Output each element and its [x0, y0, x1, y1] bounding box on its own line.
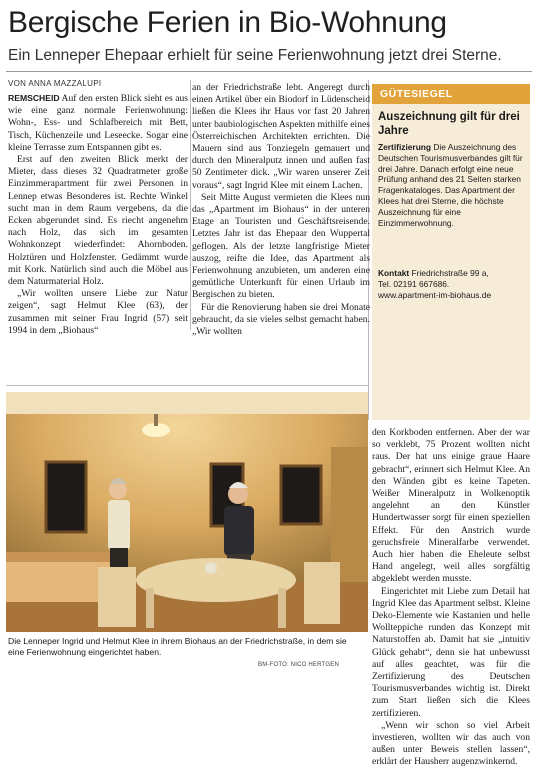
article-column-3: [372, 427, 530, 769]
infobox-tag: GÜTESIEGEL: [372, 84, 530, 104]
paragraph: Für die Renovierung haben sie drei Monate gebraucht, da sie vieles selbst gemacht haben. „Wir wollten: [192, 301, 370, 338]
photo-caption: Die Lenneper Ingrid und Helmut Klee in ihrem Biohaus an der Friedrichstraße, in dem sie eine Ferienwohnung eingerichtet haben.: [8, 636, 347, 658]
paragraph: den Korkboden entfernen. Aber der war so verklebt, 75 Prozent wollten nicht raus. Der hat uns einige graue Haare gebracht“, erinnert sich Helmut Klee. An den Wänden gibt es keine Tapeten. Weißer Mineralputz in Wolkenoptik angelehnt an den Künstler Hundertwasser sorgt für einen speziellen Effekt. Für den Anstrich wurde geruchsfreie Mineralfarbe verwendet. Auch hier haben die Eheleute selbst Hand angelegt, weil alles sorgfältig abgeklebt werden musste.: [372, 427, 530, 585]
photo-credit: BM-FOTO: NICO HERTGEN: [258, 662, 339, 668]
byline: VON ANNA MAZZALUPI: [8, 79, 102, 88]
subheadline: Ein Lenneper Ehepaar erhielt für seine Ferienwohnung jetzt drei Sterne.: [8, 47, 502, 64]
article-column-2: [192, 82, 370, 338]
dateline: REMSCHEID: [8, 93, 60, 103]
contact-phone: Tel. 02191 667686.: [378, 279, 450, 289]
paragraph: [8, 92, 188, 154]
photo-divider: [6, 385, 368, 386]
infobox-body-label: Zertifizierung: [378, 142, 432, 152]
contact-address: Friedrichstraße 99 a,: [409, 268, 489, 278]
paragraph: Seit Mitte August vermieten die Klees nun das „Apartment im Biohaus“ in der unteren Etage an Touristen und Geschäftsreisende. Letztes Jahr ist das Ehepaar den Wuppertal geflogen. Als der letzte langfristige Mieter auszog, reifte die Idee, das Apartment als Ferienwohnung anzubieten, um anderen eine gemütliche Unterkunft für einen Urlaub im Bergischen zu bieten.: [192, 191, 370, 301]
paragraph: Erst auf den zweiten Blick merkt der Mieter, dass dieses 32 Quadratmeter große Einzimmerapartment für zwei Personen in Lennep etwas Besonderes ist. Rechte Winkel sucht man in dem Raum vergebens, da die Ecken abgerundet sind. Es riecht angenehm nach Holz, das sich im gesamten Wohnkonzept wiederfindet: Ahornboden. Holztüren und Holzfenster. Gedämmt wurde mit Kork. Natürlich sind auch die Möbel aus dem Naturmaterial Holz.: [8, 154, 188, 288]
paragraph: „Wenn wir schon so viel Arbeit investieren, wollten wir das auch von außen unter Beweis stellen lassen“, erklärt der Hausherr augenzwinkernd.: [372, 719, 530, 768]
headline: Bergische Ferien in Bio-Wohnung: [8, 6, 447, 39]
contact-label: Kontakt: [378, 268, 410, 278]
column-divider: [190, 80, 191, 330]
paragraph-text: Auf den ersten Blick sieht es aus wie eine ganz normale Ferienwohnung: Wohn-, Ess- und Schlafbereich mit Bett, Tisch, Küchenzeile und Leseecke. Sogar eine kleine Terrasse zum Entspannen gibt es.: [8, 93, 188, 153]
infobox-body-text: Die Auszeichnung des Deutschen Tourismusverbandes gilt für drei Jahre. Danach erfolgt eine neue Prüfung anhand des 21 Seiten starken Fragenkataloges. Das Apartment der Klees hat drei Sterne, die höchste Auszeichnung für eine Einzimmerwohnung.: [378, 142, 523, 228]
infobox-title: Auszeichnung gilt für drei Jahre: [378, 111, 520, 137]
article-column-1: [8, 92, 188, 337]
paragraph: an der Friedrichstraße lebt. Angeregt durch einen Artikel über ein Biodorf in Lüdenscheid ließen die Klees ihr Haus vor fast 20 Jahren unter baubiologischen Aspekten mithilfe eines Österreichischen Architekten errichten. Die Mauern sind aus Tonziegeln gemauert und durch den Mineralputz innen und außen fast 50 Zentimeter dick. „Wir waren unserer Zeit voraus“, sagt Ingrid Klee mit einem Lachen.: [192, 82, 370, 191]
header-divider: [6, 71, 532, 72]
article-photo: [6, 392, 368, 632]
infobox-contact: [378, 268, 526, 301]
infobox-body: [378, 142, 526, 228]
paragraph: Eingerichtet mit Liebe zum Detail hat Ingrid Klee das Apartment selbst. Kleine Deko-Elemente wie Kastanien und helle Wollteppiche runden das Konzept mit Naturstoffen ab. Damit hat sie „intuitiv Glück gehabt“, denn sie hat unbewusst auf alles geachtet, was für die Zertifizierung des Deutschen Tourismusverbandes wichtig ist. Direkt zum Start ließen sich die Klees zertifizieren.: [372, 585, 530, 719]
contact-web: www.apartment-im-biohaus.de: [378, 290, 492, 300]
paragraph: „Wir wollten unsere Liebe zur Natur zeigen“, sagt Helmut Klee (63), der zusammen mit seiner Frau Ingrid (57) seit 1994 in dem „Biohaus“: [8, 288, 188, 336]
photo-illustration: [6, 392, 368, 632]
